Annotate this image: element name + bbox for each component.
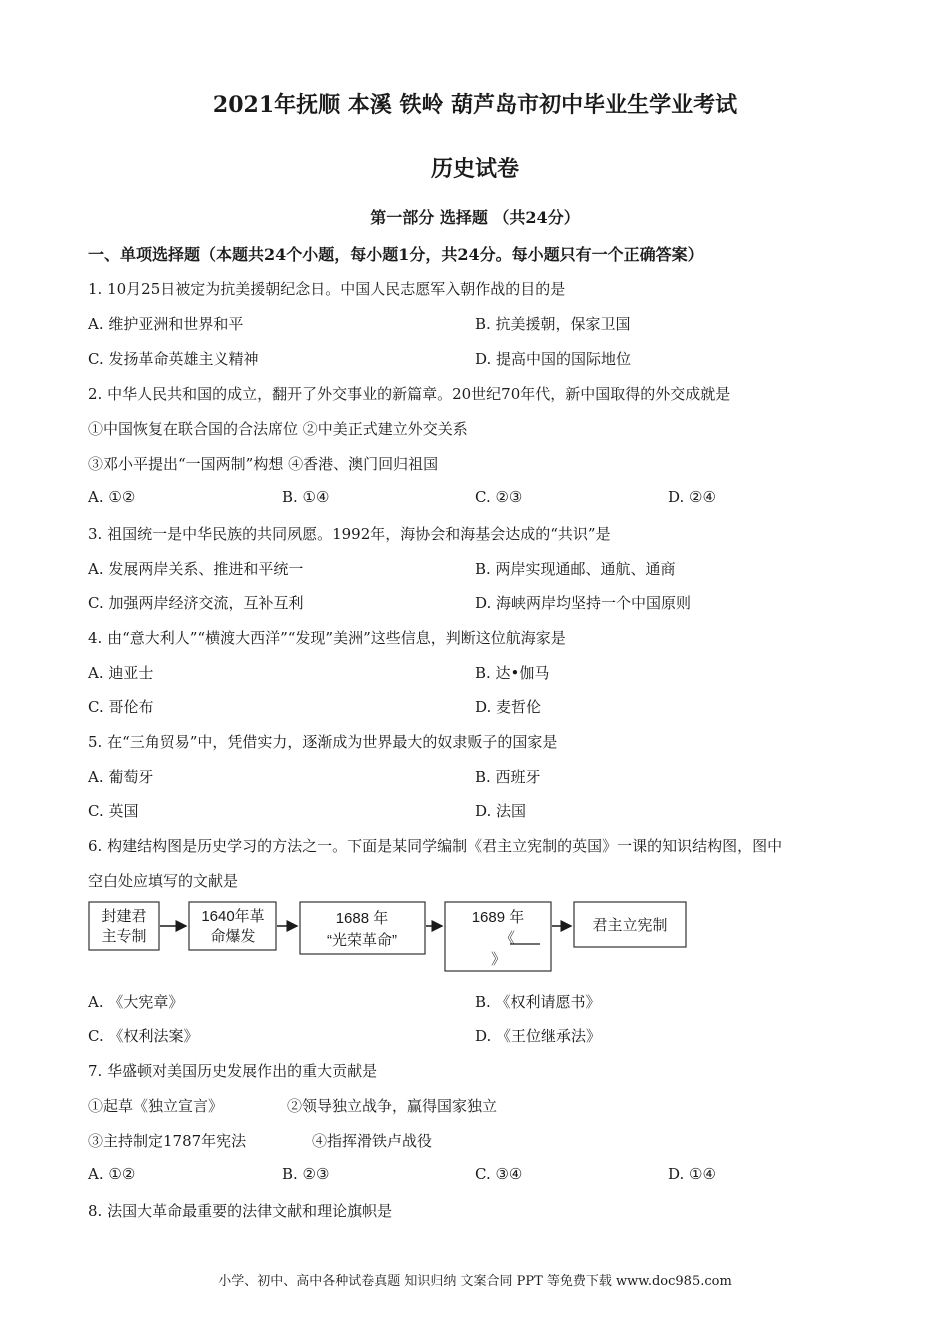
question-stem: 4. 由“意大利人”“横渡大西洋”“发现”美洲”这些信息，判断这位航海家是 <box>88 629 566 647</box>
option-c: C. 哥伦布 <box>88 698 154 716</box>
option-a: A. 葡萄牙 <box>88 768 154 786</box>
question-item: ①中国恢复在联合国的合法席位 ②中美正式建立外交关系 <box>88 420 468 438</box>
option-b: B. 两岸实现通邮、通航、通商 <box>475 560 676 578</box>
option-d: D. ②④ <box>668 488 716 506</box>
section-heading: 一、单项选择题（本题共24个小题，每小题1分，共24分。每小题只有一个正确答案） <box>88 245 704 264</box>
option-c: C. 《权利法案》 <box>88 1027 199 1045</box>
option-a: A. ①② <box>88 1165 136 1183</box>
option-a: A. 维护亚洲和世界和平 <box>88 315 244 333</box>
diagram-box-text: 》 <box>491 951 507 968</box>
diagram-box-text: “光荣革命” <box>327 932 397 949</box>
question-item: ③邓小平提出“一国两制”构想 ④香港、澳门回归祖国 <box>88 455 439 473</box>
question-item: ③主持制定1787年宪法 <box>88 1132 247 1150</box>
question-stem: 3. 祖国统一是中华民族的共同夙愿。1992年，海协会和海基会达成的“共识”是 <box>88 525 611 543</box>
option-d: D. 海峡两岸均坚持一个中国原则 <box>475 594 692 612</box>
option-c: C. ②③ <box>475 488 523 506</box>
option-b: B. 抗美援朝，保家卫国 <box>475 315 631 333</box>
option-a: A. 发展两岸关系、推进和平统一 <box>88 560 304 578</box>
option-c: C. 加强两岸经济交流，互补互利 <box>88 594 304 612</box>
question-item: ②领导独立战争，赢得国家独立 <box>287 1097 498 1115</box>
option-b: B. ①④ <box>282 488 330 506</box>
option-d: D. 提高中国的国际地位 <box>475 350 632 368</box>
option-d: D. 《王位继承法》 <box>475 1027 602 1045</box>
question-stem: 6. 构建结构图是历史学习的方法之一。下面是某同学编制《君主立宪制的英国》一课的知识结构图，图中 <box>88 837 783 855</box>
option-b: B. 《权利请愿书》 <box>475 993 601 1011</box>
diagram-box-text: 1640年革 <box>201 908 265 925</box>
diagram-box-text: 《 <box>500 930 516 947</box>
option-b: B. 达•伽马 <box>475 664 550 682</box>
question-item: ④指挥滑铁卢战役 <box>312 1132 433 1150</box>
option-d: D. 法国 <box>475 802 527 820</box>
option-b: B. ②③ <box>282 1165 330 1183</box>
diagram-box-text: 1689 年 <box>471 909 525 926</box>
exam-title: 2021年抚顺 本溪 铁岭 葫芦岛市初中毕业生学业考试 <box>212 92 738 118</box>
question-item: ①起草《独立宣言》 <box>88 1097 224 1115</box>
question-stem: 8. 法国大革命最重要的法律文献和理论旗帜是 <box>88 1202 393 1220</box>
page-footer: 小学、初中、高中各种试卷真题 知识归纳 文案合同 PPT 等免费下载 www.doc985.com <box>218 1274 732 1289</box>
diagram-box-text: 1688 年 <box>335 910 389 927</box>
option-c: C. ③④ <box>475 1165 523 1183</box>
option-d: D. 麦哲伦 <box>475 698 542 716</box>
question-stem: 7. 华盛顿对美国历史发展作出的重大贡献是 <box>88 1062 378 1080</box>
option-a: A. 迪亚士 <box>88 664 154 682</box>
diagram-box-text: 君主立宪制 <box>592 917 668 934</box>
question-stem: 1. 10月25日被定为抗美援朝纪念日。中国人民志愿军入朝作战的目的是 <box>88 280 566 298</box>
diagram-box-text: 命爆发 <box>210 928 256 945</box>
diagram-box-text: 封建君 <box>101 908 147 925</box>
question-stem: 5. 在“三角贸易”中，凭借实力，逐渐成为世界最大的奴隶贩子的国家是 <box>88 733 558 751</box>
option-b: B. 西班牙 <box>475 768 541 786</box>
option-a: A. 《大宪章》 <box>88 993 184 1011</box>
option-a: A. ①② <box>88 488 136 506</box>
part-heading: 第一部分 选择题 （共24分） <box>370 208 580 227</box>
option-c: C. 英国 <box>88 802 139 820</box>
option-d: D. ①④ <box>668 1165 716 1183</box>
knowledge-structure-diagram <box>88 900 698 976</box>
exam-subtitle: 历史试卷 <box>430 156 519 182</box>
diagram-box-text: 主专制 <box>101 928 147 945</box>
question-stem: 2. 中华人民共和国的成立，翻开了外交事业的新篇章。20世纪70年代，新中国取得的外交成就是 <box>88 385 731 403</box>
option-c: C. 发扬革命英雄主义精神 <box>88 350 259 368</box>
question-stem-continued: 空白处应填写的文献是 <box>88 872 239 890</box>
